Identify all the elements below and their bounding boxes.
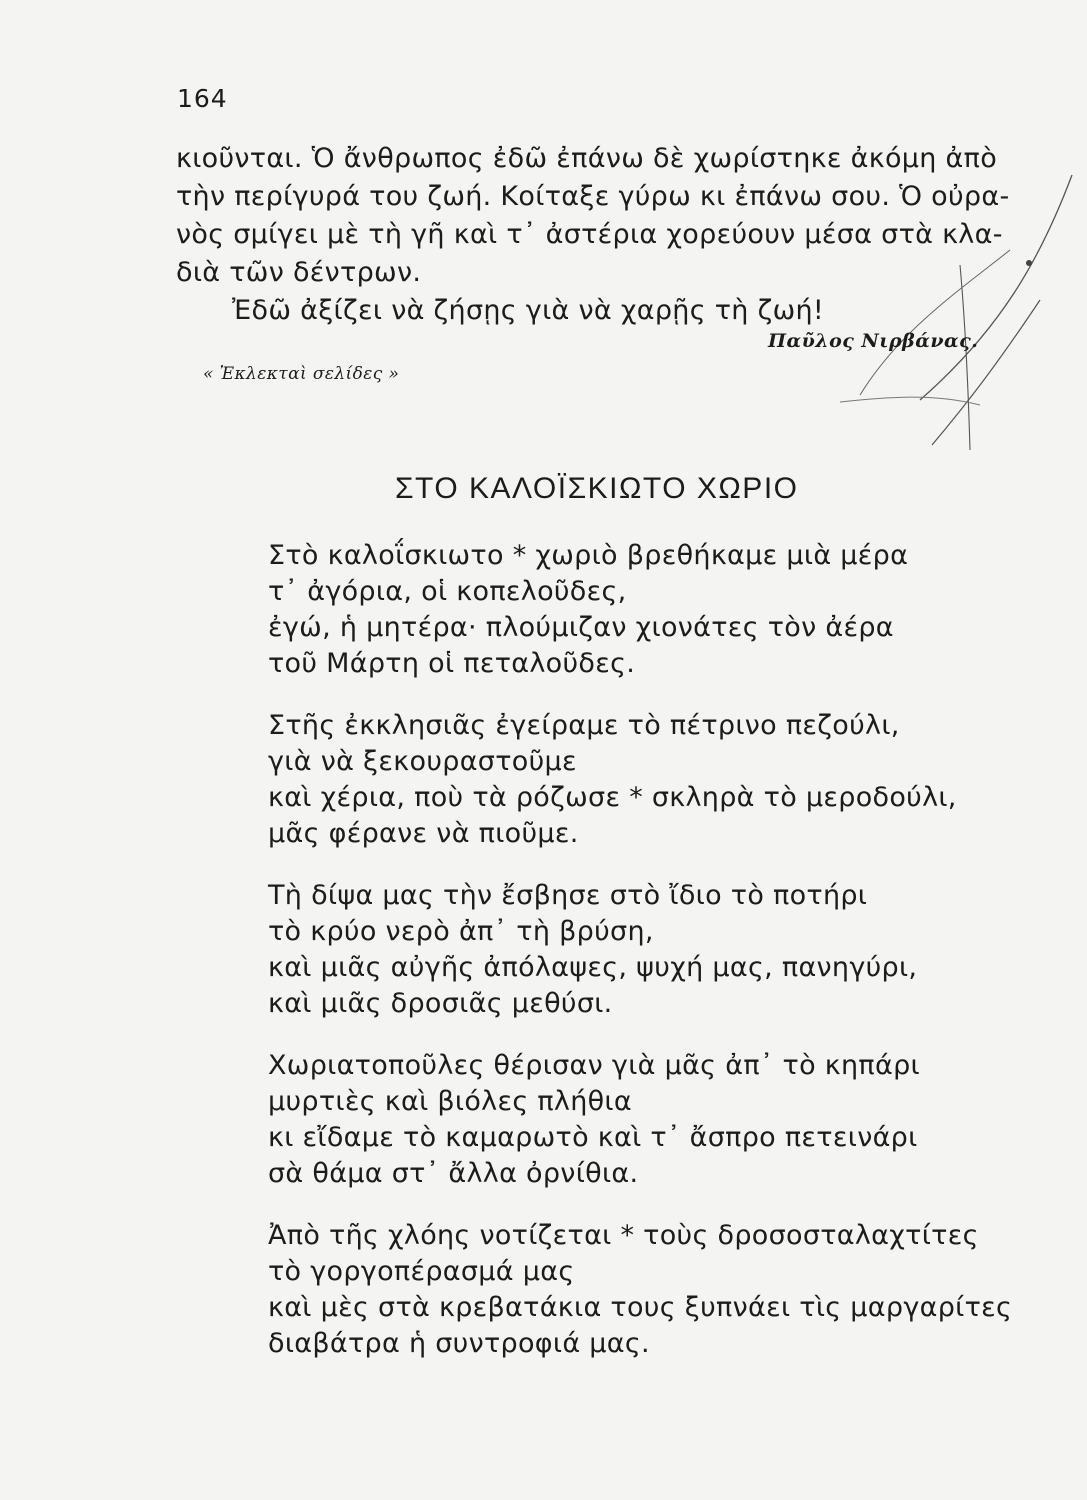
prose-line: Ἐδῶ ἀξίζει νὰ ζήσῃς γιὰ νὰ χαρῇς τὴ ζωή! xyxy=(232,295,825,326)
poem-line: μᾶς φέρανε νὰ πιοῦμε. xyxy=(268,818,579,849)
prose-line: τὴν περίγυρά του ζωή. Κοίταξε γύρω κι ἐπάνω σου. Ὁ οὐρα- xyxy=(176,181,1010,212)
poem-line: τ᾽ ἀγόρια, οἱ κοπελοῦδες, xyxy=(268,576,627,607)
poem-line: διαβάτρα ἡ συντροφιά μας. xyxy=(268,1328,650,1359)
poem-stanza xyxy=(268,1218,1038,1362)
page-number: 164 xyxy=(177,84,228,113)
poem-line: γιὰ νὰ ξεκουραστοῦμε xyxy=(268,746,577,777)
poem-line: Ἀπὸ τῆς χλόης νοτίζεται * τοὺς δροσοσταλαχτίτες xyxy=(268,1220,979,1251)
poem-stanza xyxy=(268,878,1038,1022)
poem-stanza xyxy=(268,538,1038,682)
prose-line: νὸς σμίγει μὲ τὴ γῆ καὶ τ᾽ ἀστέρια χορεύουν μέσα στὰ κλα- xyxy=(176,219,1003,250)
poem-line: καὶ χέρια, ποὺ τὰ ρόζωσε * σκληρὰ τὸ μεροδούλι, xyxy=(268,782,957,813)
poem-line: μυρτιὲς καὶ βιόλες πλήθια xyxy=(268,1086,632,1117)
poem-stanza xyxy=(268,708,1038,852)
poem-line: Τὴ δίψα μας τὴν ἔσβησε στὸ ἴδιο τὸ ποτήρι xyxy=(268,880,868,911)
poem-line: καὶ μιᾶς δροσιᾶς μεθύσι. xyxy=(268,988,613,1019)
poem-line: τὸ γοργοπέρασμά μας xyxy=(268,1256,575,1287)
prose-passage xyxy=(176,140,1036,330)
poem-stanza xyxy=(268,1048,1038,1192)
poem-line: καὶ μὲς στὰ κρεβατάκια τους ξυπνάει τὶς μαργαρίτες xyxy=(268,1292,1013,1323)
poem-body xyxy=(268,538,1038,1388)
poem-line: Χωριατοποῦλες θέρισαν γιὰ μᾶς ἀπ᾽ τὸ κηπάρι xyxy=(268,1050,920,1081)
poem-line: Στῆς ἐκκλησιᾶς ἐγείραμε τὸ πέτρινο πεζούλι, xyxy=(268,710,900,741)
poem-line: ἐγώ, ἡ μητέρα· πλούμιζαν χιονάτες τὸν ἀέρα xyxy=(268,612,894,643)
author-signature: Παῦλος Νιρβάνας. xyxy=(768,330,979,352)
poem-line: Στὸ καλοΐσκιωτο * χωριὸ βρεθήκαμε μιὰ μέρα xyxy=(268,540,909,571)
poem-line: τὸ κρύο νερὸ ἀπ᾽ τὴ βρύση, xyxy=(268,916,654,947)
poem-line: κι εἴδαμε τὸ καμαρωτὸ καὶ τ᾽ ἄσπρο πετεινάρι xyxy=(268,1122,918,1153)
prose-line: κιοῦνται. Ὁ ἄνθρωπος ἐδῶ ἐπάνω δὲ χωρίστηκε ἀκόμη ἀπὸ xyxy=(176,143,998,174)
poem-line: καὶ μιᾶς αὐγῆς ἀπόλαψες, ψυχή μας, πανηγύρι, xyxy=(268,952,918,983)
poem-line: σὰ θάμα στ᾽ ἄλλα ὀρνίθια. xyxy=(268,1158,639,1189)
poem-title: ΣΤΟ ΚΑΛΟΪΣΚΙΩΤΟ ΧΩΡΙΟ xyxy=(395,472,799,505)
prose-line: διὰ τῶν δέντρων. xyxy=(176,257,422,288)
poem-line: τοῦ Μάρτη οἱ πεταλοῦδες. xyxy=(268,648,636,679)
source-citation: « Ἐκλεκταὶ σελίδες » xyxy=(203,364,400,384)
